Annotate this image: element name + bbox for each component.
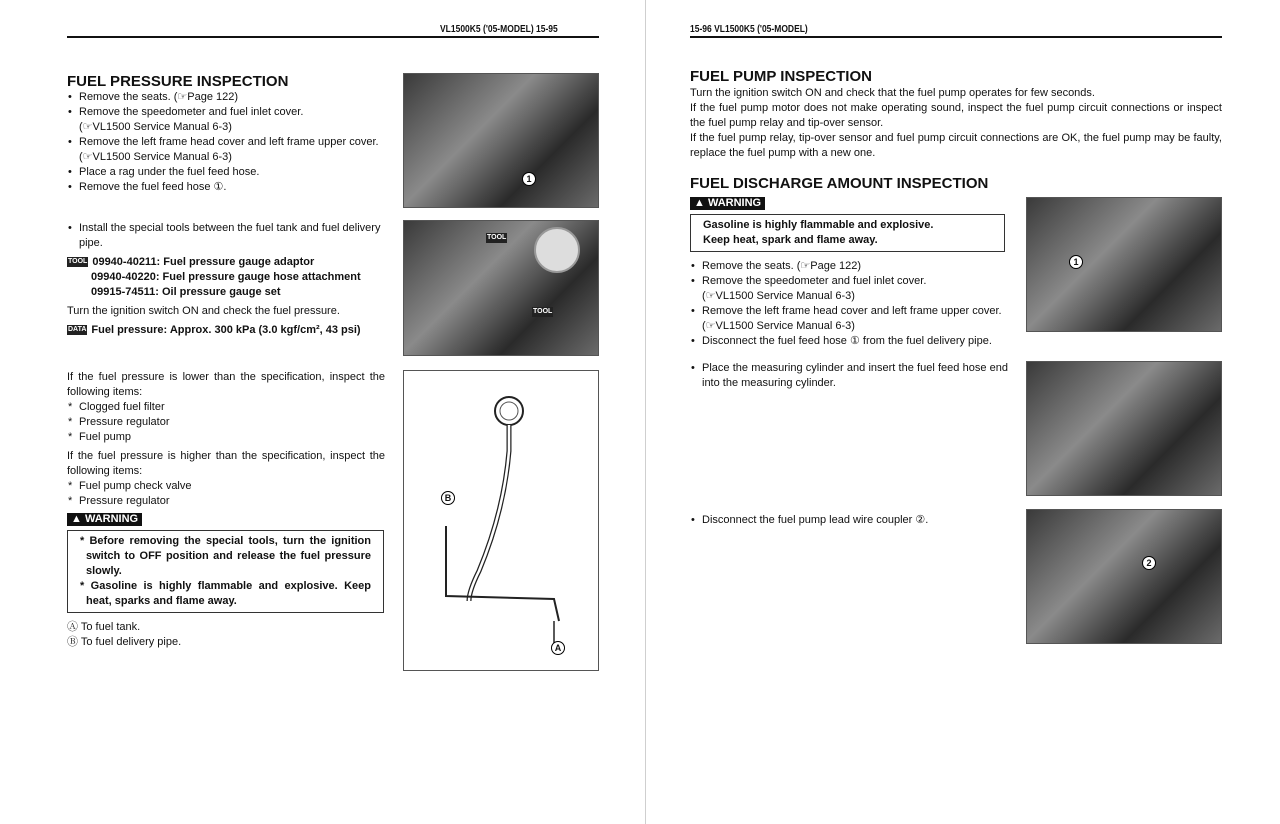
step: • Remove the left frame head cover and left frame upper cover. <box>690 304 1015 319</box>
coupler-step <box>690 513 1008 528</box>
warning-badge: ▲ WARNING <box>690 197 765 210</box>
callout-2: 2 <box>1142 556 1156 570</box>
fuel-pressure-steps <box>67 90 392 195</box>
step-ref: (☞VL1500 Service Manual 6-3) <box>702 320 855 332</box>
gauge-hose-drawing <box>404 371 600 672</box>
fuel-feed-hose-photo <box>403 73 599 208</box>
ignition-instruction: Turn the ignition switch ON and check the fuel pressure. <box>67 305 340 317</box>
step: • Remove the speedometer and fuel inlet cover. <box>67 105 392 120</box>
page-divider <box>645 0 646 824</box>
step: • Place the measuring cylinder and insert the fuel feed hose end into the measuring cylinder. <box>690 361 1008 391</box>
step: • Disconnect the fuel feed hose ① from the fuel delivery pipe. <box>690 334 1015 349</box>
gauge-icon <box>534 227 580 273</box>
fuel-pump-coupler-photo <box>1026 509 1222 644</box>
step: • Place a rag under the fuel feed hose. <box>67 165 392 180</box>
step: • Remove the seats. (☞Page 122) <box>67 90 392 105</box>
check-item: * Fuel pump <box>67 430 170 445</box>
cylinder-step <box>690 361 1008 391</box>
check-item: * Fuel pump check valve <box>67 479 192 494</box>
tool-callout: TOOL <box>487 234 507 241</box>
lower-pressure-intro: If the fuel pressure is lower than the specification, inspect the following items: <box>67 371 385 398</box>
warning-box <box>67 530 384 613</box>
higher-pressure-items <box>67 479 192 509</box>
tool-callout: TOOL <box>533 308 553 315</box>
step: • Remove the left frame head cover and left frame upper cover. <box>67 135 392 150</box>
warning-text: * Before removing the special tools, turn the ignition switch to OFF position and release the fuel pressure slowly. <box>80 535 371 577</box>
step: • Remove the speedometer and fuel inlet cover. <box>690 274 1015 289</box>
measuring-cylinder-photo <box>1026 361 1222 496</box>
fuel-discharge-title: FUEL DISCHARGE AMOUNT INSPECTION <box>690 175 989 192</box>
tool-icon: TOOL <box>68 258 88 266</box>
step: • Install the special tools between the fuel tank and fuel delivery pipe. <box>67 221 392 251</box>
tool-item: 09915-74511: Oil pressure gauge set <box>91 286 281 298</box>
diagram-legend <box>67 620 181 650</box>
special-tools <box>67 255 397 300</box>
callout-1: 1 <box>1069 255 1083 269</box>
fuel-pump-text <box>690 86 1222 161</box>
step: • Remove the seats. (☞Page 122) <box>690 259 1015 274</box>
lower-pressure-items <box>67 400 170 445</box>
right-page-header: 15-96 VL1500K5 ('05-MODEL) <box>690 24 808 35</box>
legend-item: Ⓐ To fuel tank. <box>67 621 141 633</box>
step-ref: (☞VL1500 Service Manual 6-3) <box>79 151 232 163</box>
step: • Remove the fuel feed hose ①. <box>67 180 392 195</box>
callout-a: A <box>551 641 565 655</box>
discharge-steps <box>690 259 1015 349</box>
step-ref: (☞VL1500 Service Manual 6-3) <box>79 121 232 133</box>
warning-text: Keep heat, spark and flame away. <box>703 234 878 246</box>
fuel-pressure-spec <box>67 323 361 338</box>
special-tools-photo <box>403 220 599 356</box>
callout-b: B <box>441 491 455 505</box>
install-step <box>67 221 392 251</box>
data-icon: DATA <box>68 326 87 334</box>
left-header-rule <box>67 36 599 38</box>
warning-box <box>690 214 1005 252</box>
spec-text: Fuel pressure: Approx. 300 kPa (3.0 kgf/cm², 43 psi) <box>91 324 361 336</box>
paragraph: If the fuel pump motor does not make operating sound, inspect the fuel pump circuit connections or inspect the fuel pump relay and tip-over sensor. <box>690 102 1222 129</box>
tool-item: 09940-40220: Fuel pressure gauge hose attachment <box>91 271 361 283</box>
tool-item: 09940-40211: Fuel pressure gauge adaptor <box>92 256 315 268</box>
fuel-pump-title: FUEL PUMP INSPECTION <box>690 68 872 85</box>
check-item: * Clogged fuel filter <box>67 400 170 415</box>
paragraph: Turn the ignition switch ON and check that the fuel pump operates for few seconds. <box>690 87 1095 99</box>
left-page-header: VL1500K5 ('05-MODEL) 15-95 <box>440 24 558 35</box>
check-item: * Pressure regulator <box>67 415 170 430</box>
warning-text: * Gasoline is highly flammable and explosive. Keep heat, sparks and flame away. <box>80 580 371 607</box>
warning-badge: ▲ WARNING <box>67 513 142 526</box>
check-item: * Pressure regulator <box>67 494 192 509</box>
fuel-pressure-title: FUEL PRESSURE INSPECTION <box>67 73 289 90</box>
fuel-delivery-pipe-photo <box>1026 197 1222 332</box>
higher-pressure-intro: If the fuel pressure is higher than the specification, inspect the following items: <box>67 450 385 477</box>
step: • Disconnect the fuel pump lead wire coupler ②. <box>690 513 1008 528</box>
pressure-gauge-diagram <box>403 370 599 671</box>
legend-item: Ⓑ To fuel delivery pipe. <box>67 636 182 648</box>
step-ref: (☞VL1500 Service Manual 6-3) <box>702 290 855 302</box>
right-header-rule <box>690 36 1222 38</box>
callout-1: 1 <box>522 172 536 186</box>
warning-text: Gasoline is highly flammable and explosive. <box>703 219 934 231</box>
paragraph: If the fuel pump relay, tip-over sensor and fuel pump circuit connections are OK, the fuel pump may be faulty, replace the fuel pump with a new one. <box>690 132 1222 159</box>
